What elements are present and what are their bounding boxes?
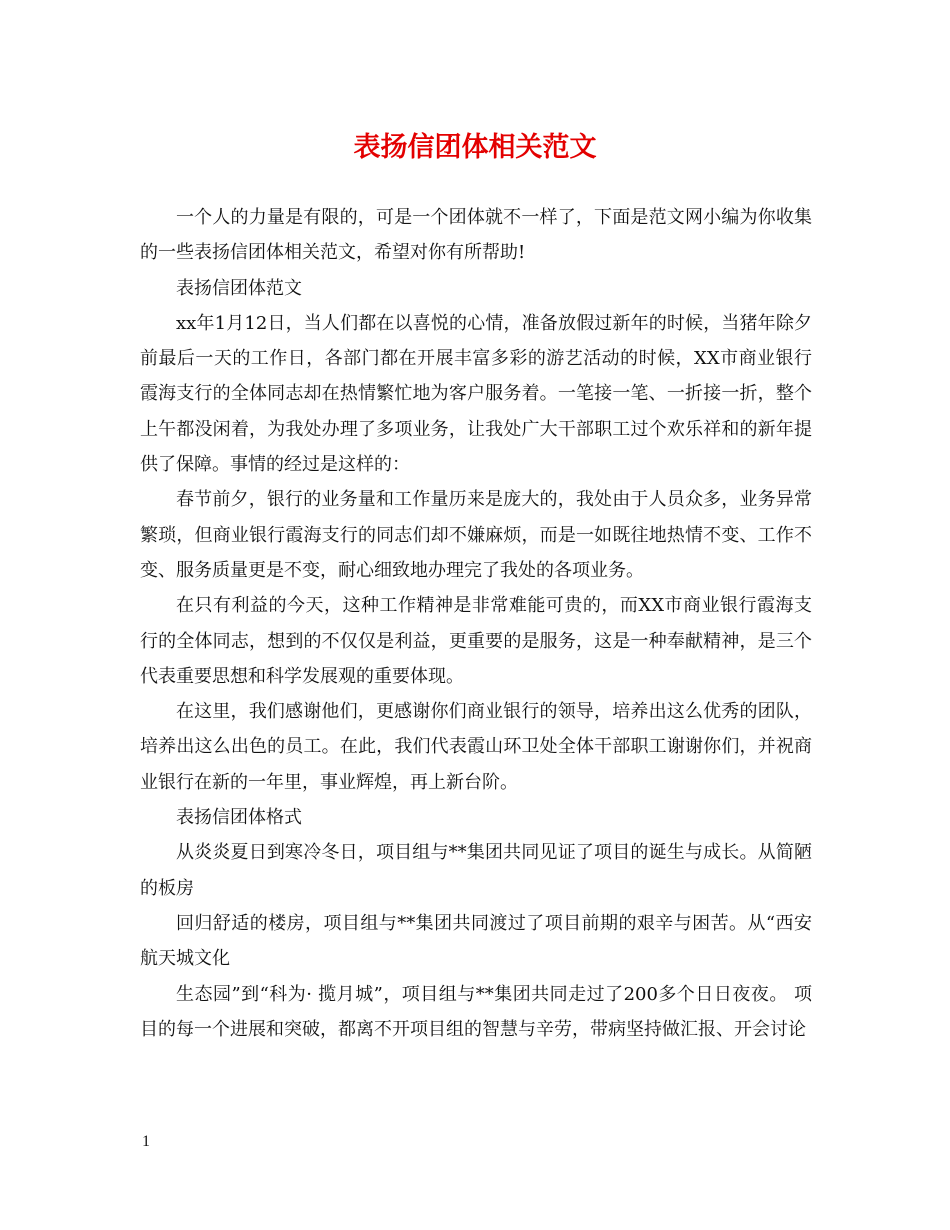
document-body	[140, 200, 812, 1047]
paragraph-body: 春节前夕，银行的业务量和工作量历来是庞大的，我处由于人员众多，业务异常繁琐，但商业银行霞海支行的同志们却不嫌麻烦，而是一如既往地热情不变、工作不变、服务质量更是不变，耐心细致地办理完了我处的各项业务。	[140, 489, 812, 581]
paragraph-body: 回归舒适的楼房，项目组与**集团共同渡过了项目前期的艰辛与困苦。从“西安航天城文化	[140, 912, 812, 970]
paragraph-body: xx年1月12日，当人们都在以喜悦的心情，准备放假过新年的时候，当猪年除夕前最后一天的工作日，各部门都在开展丰富多彩的游艺活动的时候，XX市商业银行霞海支行的全体同志却在热情繁忙地为客户服务着。一笔接一笔、一折接一折，整个上午都没闲着，为我处办理了多项业务，让我处广大干部职工过个欢乐祥和的新年提供了保障。事情的经过是这样的：	[140, 312, 812, 476]
paragraph-body: 从炎炎夏日到寒冷冬日，项目组与**集团共同见证了项目的诞生与成长。从简陋的板房	[140, 842, 812, 899]
section-heading-sample: 表扬信团体范文	[176, 277, 302, 299]
paragraph-body: 在这里，我们感谢他们，更感谢你们商业银行的领导，培养出这么优秀的团队，培养出这么出色的员工。在此，我们代表霞山环卫处全体干部职工谢谢你们，并祝商业银行在新的一年里，事业辉煌，再上新台阶。	[140, 701, 812, 793]
document-title: 表扬信团体相关范文	[353, 132, 597, 163]
section-heading-format: 表扬信团体格式	[176, 807, 302, 829]
paragraph-body: 生态园”到“科为· 揽月城”，项目组与**集团共同走过了200多个日日夜夜。 项目的每一个进展和突破，都离不开项目组的智慧与辛劳，带病坚持做汇报、开会讨论	[140, 983, 812, 1040]
page-number: 1	[142, 1133, 150, 1150]
paragraph-body: 在只有利益的今天，这种工作精神是非常难能可贵的，而XX市商业银行霞海支行的全体同志，想到的不仅仅是利益，更重要的是服务，这是一种奉献精神，是三个代表重要思想和科学发展观的重要体现。	[140, 595, 812, 687]
paragraph-intro: 一个人的力量是有限的，可是一个团体就不一样了，下面是范文网小编为你收集的一些表扬信团体相关范文，希望对你有所帮助!	[140, 207, 812, 264]
